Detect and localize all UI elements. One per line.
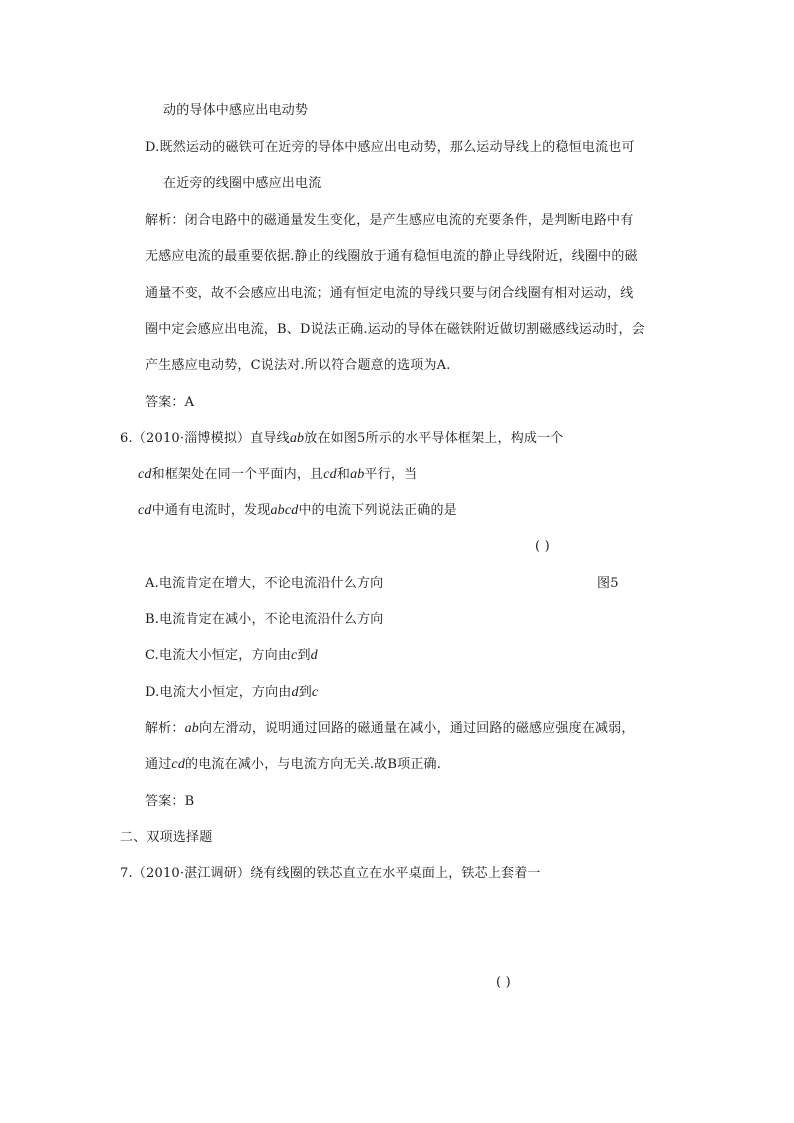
q5-analysis-line2: 无感应电流的最重要依据.静止的线圈放于通有稳恒电流的静止导线附近，线圈中的磁	[145, 249, 638, 264]
q5-option-d-line2: 在近旁的线圈中感应出电流	[163, 176, 322, 191]
q7-answer-paren: ( )	[496, 975, 511, 990]
q6-stem-line3: cd中通有电流时，发现abcd中的电流下列说法正确的是	[138, 503, 457, 518]
q5-analysis-line5: 产生感应电动势，C说法对.所以符合题意的选项为A.	[145, 358, 451, 373]
q6-answer: 答案：B	[145, 794, 195, 809]
var-ab: ab	[289, 431, 305, 446]
q6-analysis-line2: 通过cd的电流在减小，与电流方向无关.故B项正确.	[145, 757, 442, 772]
q6-answer-paren: ( )	[535, 539, 550, 554]
q5-answer: 答案：A	[145, 395, 195, 410]
q6-stem-line2: cd和框架处在同一个平面内，且cd和ab平行，当	[138, 467, 418, 482]
var-cd: cd	[323, 467, 337, 482]
var-cd: cd	[138, 467, 152, 482]
q6-analysis-line1: 解析：ab向左滑动，说明通过回路的磁通量在减小，通过回路的磁感应强度在减弱，	[145, 721, 635, 736]
var-ab: ab	[350, 467, 365, 482]
var-cd: cd	[138, 503, 152, 518]
q6-option-c: C.电流大小恒定，方向由c到d	[145, 648, 318, 663]
q6-option-d: D.电流大小恒定，方向由d到c	[145, 685, 319, 700]
q6-option-a: A.电流肯定在增大，不论电流沿什么方向	[145, 576, 384, 591]
q6-stem-line1: 6.（2010·淄博模拟）直导线ab放在如图5所示的水平导体框架上，构成一个	[120, 431, 564, 446]
q5-analysis-line1: 解析：闭合电路中的磁通量发生变化，是产生感应电流的充要条件，是判断电路中有	[145, 213, 634, 228]
figure-5-label: 图5	[597, 576, 619, 591]
var-abcd: abcd	[270, 503, 299, 518]
q5-analysis-line3: 通量不变，故不会感应出电流；通有恒定电流的导线只要与闭合线圈有相对运动，线	[145, 286, 634, 301]
section-heading: 二、双项选择题	[120, 830, 213, 845]
q5-option-c-continuation: 动的导体中感应出电动势	[163, 103, 309, 118]
q5-analysis-line4: 圈中定会感应出电流，B、D说法正确.运动的导体在磁铁附近做切割磁感线运动时，会	[145, 322, 645, 337]
q7-stem: 7.（2010·湛江调研）绕有线圈的铁芯直立在水平桌面上，铁芯上套着一	[120, 866, 541, 881]
q6-option-b: B.电流肯定在减小，不论电流沿什么方向	[145, 612, 384, 627]
q5-option-d-line1: D.既然运动的磁铁可在近旁的导体中感应出电动势，那么运动导线上的稳恒电流也可	[145, 140, 635, 155]
